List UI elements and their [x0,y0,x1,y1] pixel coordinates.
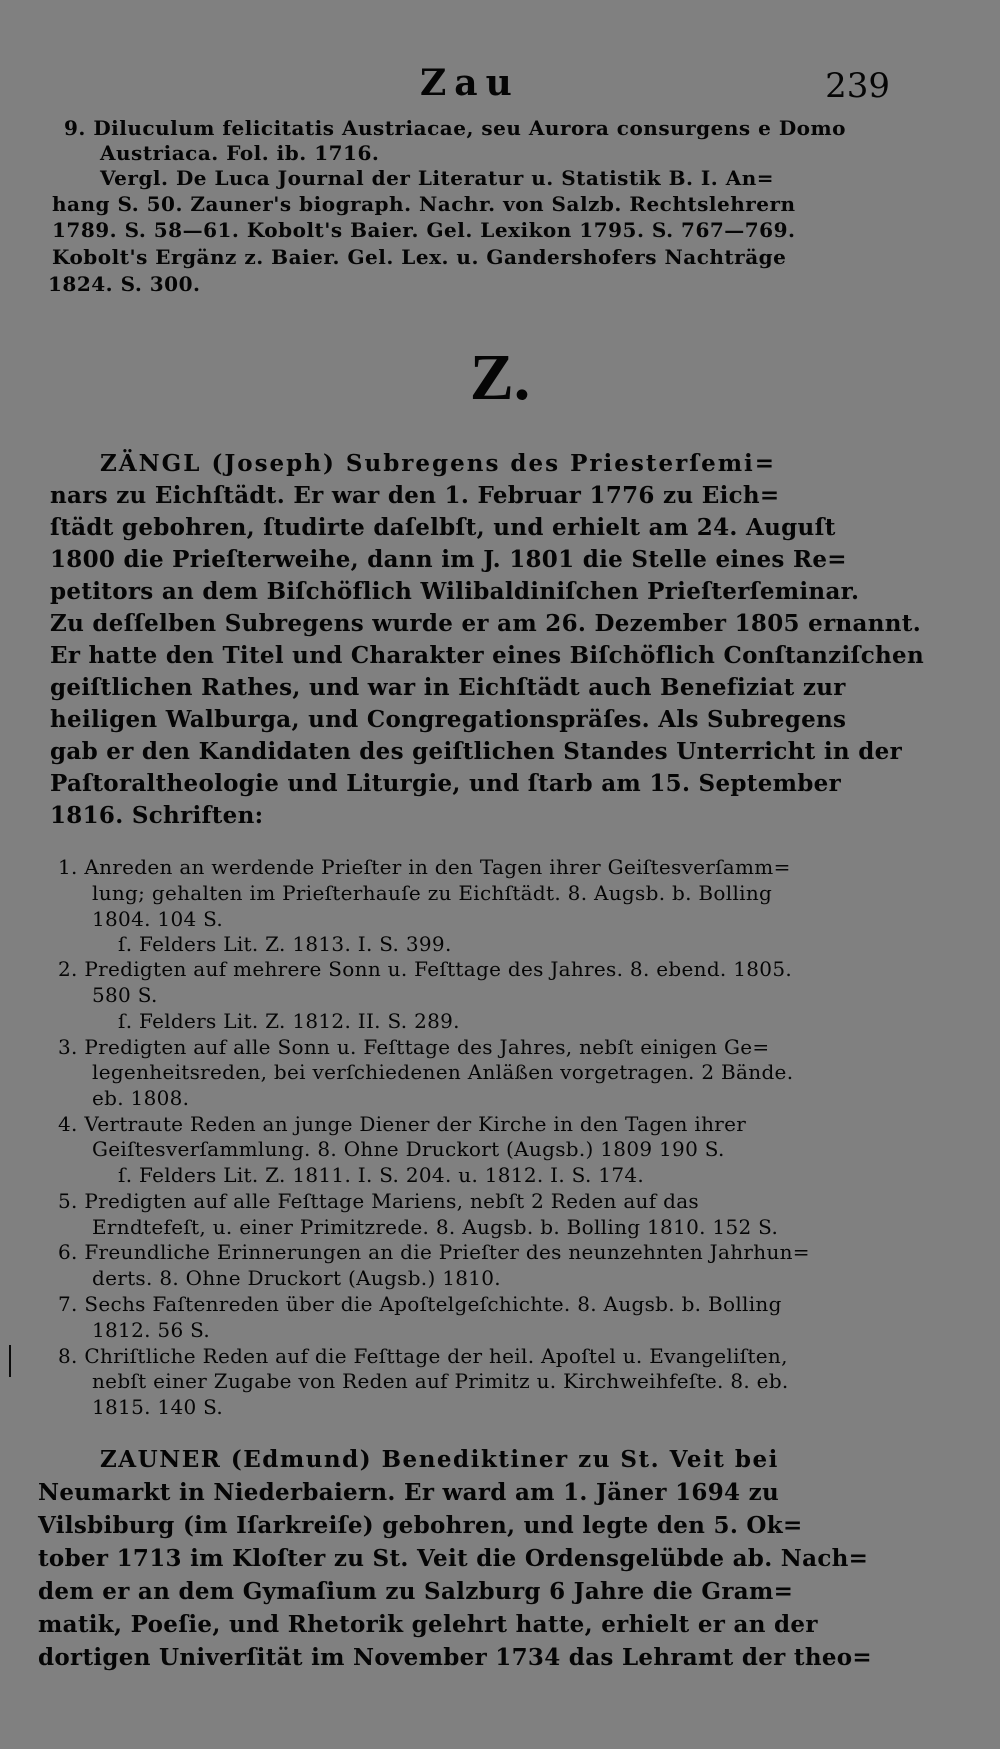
text-line: Kobolt's Ergänz z. Baier. Gel. Lex. u. Gandershofers Nachträge [52,245,787,269]
text-line: 1800 die Prieſterweihe, dann im J. 1801 die Stelle eines Re= [50,546,847,573]
text-line: petitors an dem Biſchöflich Wilibaldiniſchen Prieſterſeminar. [50,578,860,605]
text-line: Paſtoraltheologie und Liturgie, und ſtarb am 15. September [50,770,842,797]
text-line: hang S. 50. Zauner's biograph. Nachr. von Salzb. Rechtslehrern [52,192,796,216]
text-line: legenheitsreden, bei verſchiedenen Anläßen vorgetragen. 2 Bände. [92,1060,794,1084]
text-line: Austriaca. Fol. ib. 1716. [100,141,380,165]
entry-heading-line: ZAUNER (Edmund) Benediktiner zu St. Veit bei [100,1446,779,1473]
text-line: geiſtlichen Rathes, und war in Eichſtädt auch Benefiziat zur [50,674,846,701]
work-item: 1. Anreden an werdende Prieſter in den Tagen ihrer Geiſtesverſamm= [58,855,791,879]
reference-line: ſ. Felders Lit. Z. 1812. II. S. 289. [118,1009,460,1033]
text-line: tober 1713 im Kloſter zu St. Veit die Ordensgelübde ab. Nach= [38,1545,869,1572]
work-item: 8. Chriſtliche Reden auf die Feſttage der heil. Apoſtel u. Evangeliſten, [58,1344,788,1368]
work-item: 3. Predigten auf alle Sonn u. Feſttage des Jahres, nebſt einigen Ge= [58,1035,770,1059]
margin-mark [9,1345,11,1377]
entry-heading-line: ZÄNGL (Joseph) Subregens des Priesterſemi= [100,450,777,477]
text-line: eb. 1808. [92,1086,190,1110]
text-line: 1789. S. 58—61. Kobolt's Baier. Gel. Lexikon 1795. S. 767—769. [52,218,796,242]
text-line: derts. 8. Ohne Druckort (Augsb.) 1810. [92,1266,501,1290]
reference-line: ſ. Felders Lit. Z. 1811. I. S. 204. u. 1812. I. S. 174. [118,1163,645,1187]
text-line: lung; gehalten im Prieſterhauſe zu Eichſtädt. 8. Augsb. b. Bolling [92,881,773,905]
text-line: 1824. S. 300. [48,272,201,296]
text-line: Neumarkt in Niederbaiern. Er ward am 1. Jäner 1694 zu [38,1479,780,1506]
text-line: Vilsbiburg (im Iſarkreiſe) gebohren, und legte den 5. Ok= [38,1512,803,1539]
text-line: dortigen Univerſität im November 1734 das Lehramt der theo= [38,1644,872,1671]
section-letter: Z. [469,341,531,414]
text-line: Geiſtesverſammlung. 8. Ohne Druckort (Augsb.) 1809 190 S. [92,1137,725,1161]
text-line: ſtädt gebohren, ſtudirte daſelbſt, und erhielt am 24. Auguſt [50,514,836,541]
text-line: nars zu Eichſtädt. Er war den 1. Februar 1776 zu Eich= [50,482,780,509]
work-item: 4. Vertraute Reden an junge Diener der Kirche in den Tagen ihrer [58,1112,747,1136]
text-line: 9. Diluculum felicitatis Austriacae, seu Aurora consurgens e Domo [64,116,847,140]
text-line: 1812. 56 S. [92,1318,211,1342]
text-line: Er hatte den Titel und Charakter eines Biſchöflich Conſtanziſchen [50,642,924,669]
text-line: 1804. 104 S. [92,907,224,931]
page-number: 239 [825,66,890,106]
text-line: Erndtefeſt, u. einer Primitzrede. 8. Augsb. b. Bolling 1810. 152 S. [92,1215,779,1239]
work-item: 7. Sechs Faſtenreden über die Apoſtelgeſchichte. 8. Augsb. b. Bolling [58,1292,782,1316]
text-line: 1815. 140 S. [92,1395,224,1419]
text-line: heiligen Walburga, und Congregationspräſes. Als Subregens [50,706,847,733]
reference-line: ſ. Felders Lit. Z. 1813. I. S. 399. [118,932,452,956]
running-title: Zau [420,62,520,104]
work-item: 5. Predigten auf alle Feſttage Mariens, nebſt 2 Reden auf das [58,1189,699,1213]
text-line: nebſt einer Zugabe von Reden auf Primitz u. Kirchweihfeſte. 8. eb. [92,1369,789,1393]
text-line: Vergl. De Luca Journal der Literatur u. Statistik B. I. An= [100,166,775,190]
text-line: gab er den Kandidaten des geiſtlichen Standes Unterricht in der [50,738,902,765]
text-line: Zu deſſelben Subregens wurde er am 26. Dezember 1805 ernannt. [50,610,922,637]
work-item: 6. Freundliche Erinnerungen an die Prieſter des neunzehnten Jahrhun= [58,1240,810,1264]
text-line: dem er an dem Gymaſium zu Salzburg 6 Jahre die Gram= [38,1578,794,1605]
work-item: 2. Predigten auf mehrere Sonn u. Feſttage des Jahres. 8. ebend. 1805. [58,957,792,981]
text-line: 1816. Schriften: [50,802,264,829]
text-line: matik, Poeſie, und Rhetorik gelehrt hatte, erhielt er an der [38,1611,818,1638]
running-head [0,62,1000,110]
text-line: 580 S. [92,983,158,1007]
